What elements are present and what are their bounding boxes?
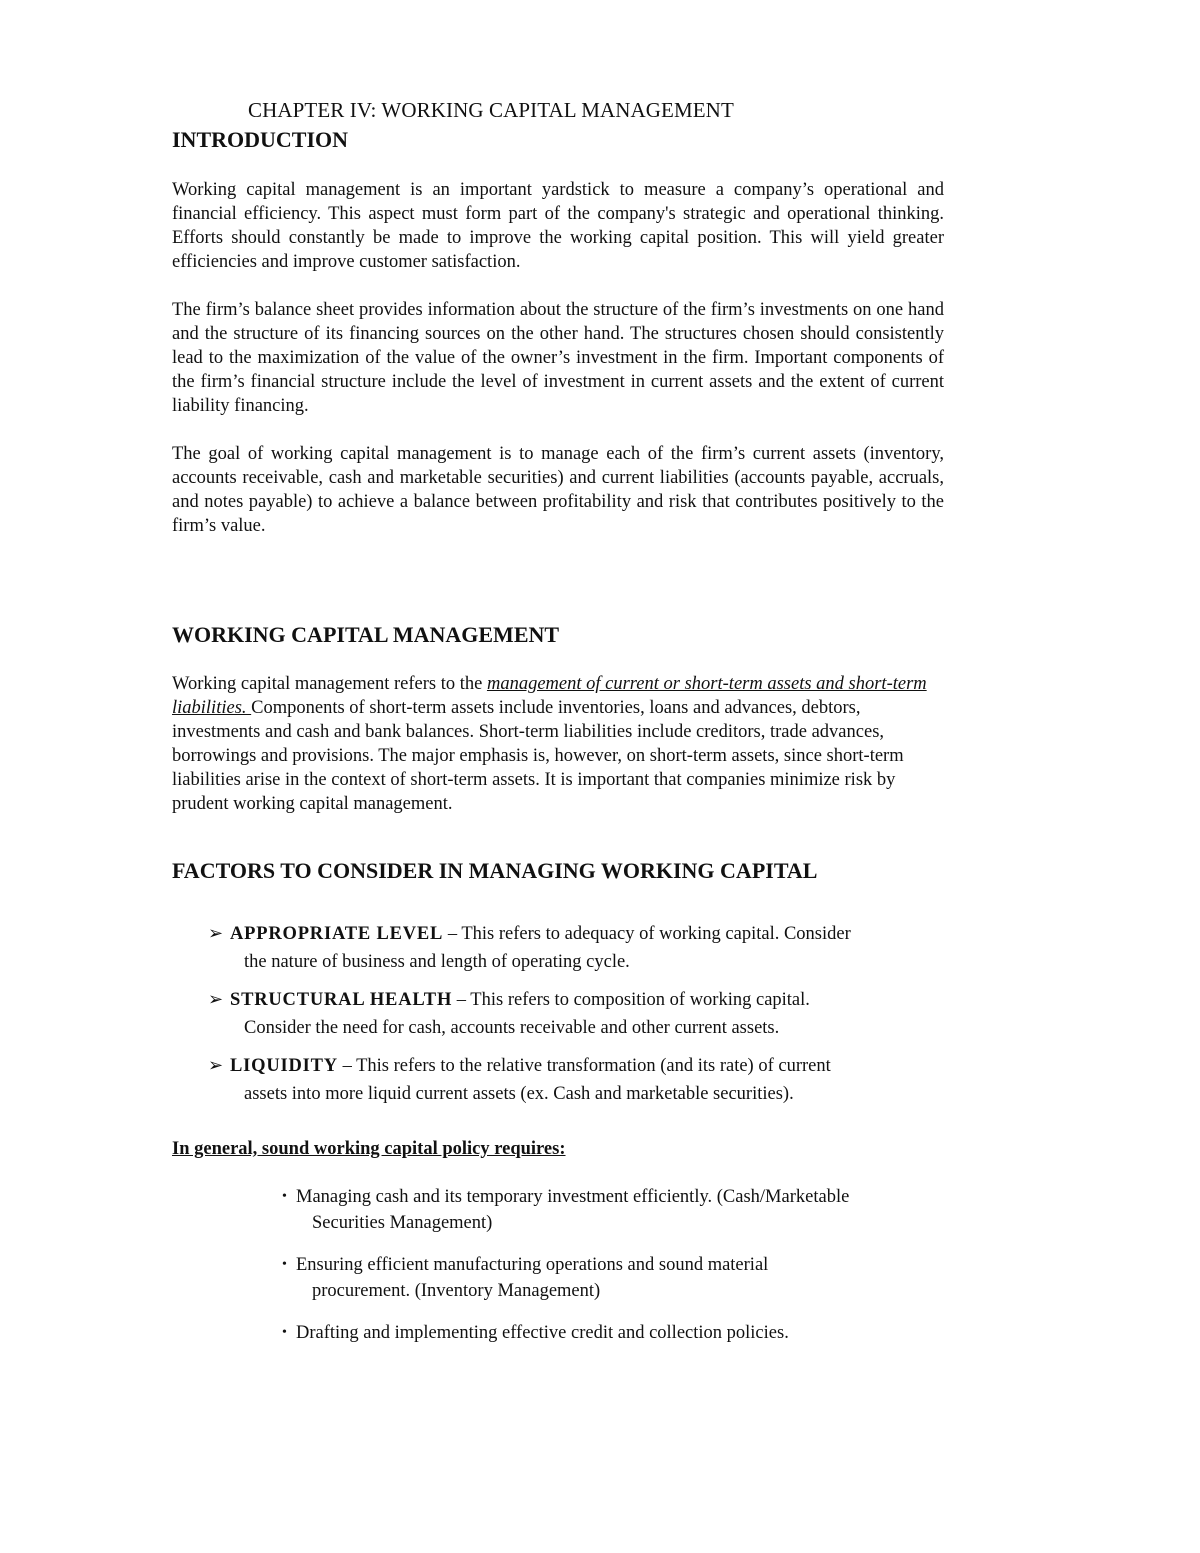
policy-text: Drafting and implementing effective credit and collection policies. bbox=[296, 1323, 789, 1343]
factor-item-liquidity bbox=[208, 1052, 950, 1108]
policy-list bbox=[172, 1184, 944, 1346]
factor-text-continued: Consider the need for cash, accounts receivable and other current assets. bbox=[244, 1018, 780, 1038]
policy-item-cash bbox=[282, 1184, 956, 1236]
factor-title: LIQUIDITY bbox=[230, 1056, 338, 1076]
arrow-bullet-icon: ➢ bbox=[208, 1055, 224, 1076]
dot-bullet-icon: • bbox=[282, 1189, 287, 1204]
wcm-emphasis-text: management of current or short-term assets and short-term liabilities. bbox=[172, 674, 927, 718]
factor-text-continued: the nature of business and length of operating cycle. bbox=[244, 952, 630, 972]
chapter-title: CHAPTER IV: WORKING CAPITAL MANAGEMENT bbox=[248, 98, 734, 122]
introduction-heading: INTRODUCTION bbox=[172, 127, 349, 152]
dot-bullet-icon: • bbox=[282, 1325, 287, 1340]
document-page bbox=[172, 96, 944, 1362]
factor-text-continued: assets into more liquid current assets (ex. Cash and marketable securities). bbox=[244, 1084, 794, 1104]
factor-text: – This refers to adequacy of working capital. Consider bbox=[443, 924, 851, 944]
policy-text-continued: Securities Management) bbox=[312, 1213, 493, 1233]
wcm-paragraph bbox=[172, 672, 944, 816]
intro-paragraph-2: The firm’s balance sheet provides information about the structure of the firm’s investments on one hand and the structure of its financing sources on the other hand. The structures chosen should consistently lead to the maximization of the value of the owner’s investment in the firm. Important components of the firm’s financial structure include the level of investment in current assets and the extent of current liability financing. bbox=[172, 300, 944, 416]
arrow-bullet-icon: ➢ bbox=[208, 923, 224, 944]
intro-paragraph-3: The goal of working capital management is to manage each of the firm’s current assets (inventory, accounts receivable, cash and marketable securities) and current liabilities (accounts payable, accruals, and notes payable) to achieve a balance between profitability and risk that contributes positively to the firm’s value. bbox=[172, 444, 944, 536]
policy-label: In general, sound working capital policy requires: bbox=[172, 1139, 566, 1159]
policy-item-inventory bbox=[282, 1252, 956, 1304]
wcm-rest-text: Components of short-term assets include inventories, loans and advances, debtors, investments and cash and bank balances. Short-term liabilities include creditors, trade advances, borrowings and provisions. The major emphasis is, however, on short-term assets, since short-term liabilities arise in the context of short-term assets. It is important that companies minimize risk by prudent working capital management. bbox=[172, 698, 904, 814]
intro-paragraph-1: Working capital management is an important yardstick to measure a company’s operational and financial efficiency. This aspect must form part of the company's strategic and operational thinking. Efforts should constantly be made to improve the working capital position. This will yield greater efficiencies and improve customer satisfaction. bbox=[172, 180, 944, 272]
factor-title: APPROPRIATE LEVEL bbox=[230, 924, 444, 944]
factor-title: STRUCTURAL HEALTH bbox=[230, 990, 453, 1010]
factor-item-appropriate-level bbox=[208, 920, 950, 976]
dot-bullet-icon: • bbox=[282, 1257, 287, 1272]
factor-text: – This refers to composition of working capital. bbox=[452, 990, 810, 1010]
factor-text: – This refers to the relative transformation (and its rate) of current bbox=[337, 1056, 831, 1076]
policy-text: Managing cash and its temporary investment efficiently. (Cash/Marketable bbox=[296, 1187, 850, 1207]
policy-text-continued: procurement. (Inventory Management) bbox=[312, 1281, 601, 1301]
policy-item-credit bbox=[282, 1320, 956, 1346]
policy-text: Ensuring efficient manufacturing operations and sound material bbox=[296, 1255, 769, 1275]
wcm-lead-text: Working capital management refers to the bbox=[172, 674, 487, 694]
factors-list bbox=[172, 920, 944, 1108]
wcm-heading: WORKING CAPITAL MANAGEMENT bbox=[172, 622, 560, 647]
factor-item-structural-health bbox=[208, 986, 950, 1042]
factors-heading: FACTORS TO CONSIDER IN MANAGING WORKING CAPITAL bbox=[172, 858, 818, 883]
arrow-bullet-icon: ➢ bbox=[208, 989, 224, 1010]
